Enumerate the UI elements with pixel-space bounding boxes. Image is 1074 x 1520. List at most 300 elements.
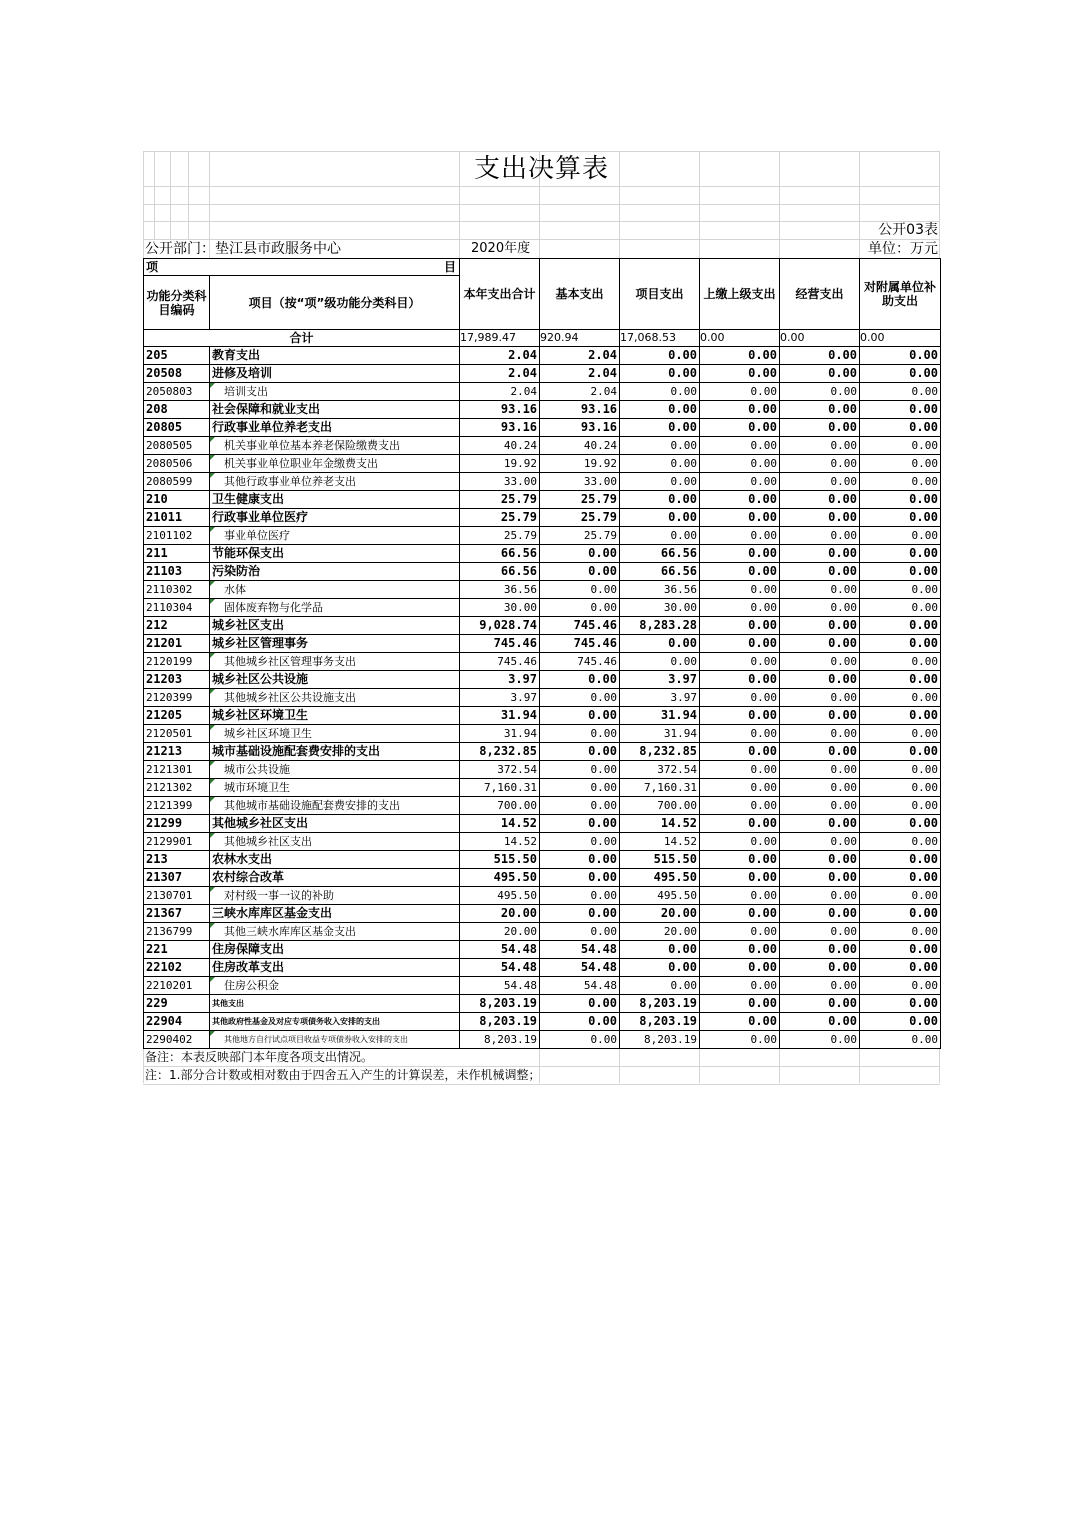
row-code: 2120199 (144, 653, 210, 671)
row-code: 2130701 (144, 887, 210, 905)
row-name (210, 923, 460, 941)
row-value: 30.00 (620, 599, 700, 617)
row-name (210, 833, 460, 851)
row-value: 0.00 (620, 347, 700, 365)
row-value: 0.00 (700, 545, 780, 563)
row-code: 21011 (144, 509, 210, 527)
row-value: 0.00 (700, 833, 780, 851)
row-name-text: 污染防治 (212, 564, 261, 578)
row-name-text: 城市公共设施 (224, 763, 290, 776)
row-code: 2129901 (144, 833, 210, 851)
expenditure-sheet (143, 151, 940, 1085)
table-row (144, 923, 941, 941)
row-value: 495.50 (620, 887, 700, 905)
table-row (144, 455, 941, 473)
row-value: 0.00 (780, 1013, 860, 1031)
row-value: 66.56 (620, 545, 700, 563)
row-code: 2121399 (144, 797, 210, 815)
header-name: 项目（按“项”级功能分类科目） (210, 276, 460, 330)
row-value: 2.04 (540, 383, 620, 401)
row-name-text: 节能环保支出 (212, 546, 285, 560)
row-value: 0.00 (700, 743, 780, 761)
row-value: 20.00 (620, 905, 700, 923)
row-value: 0.00 (540, 833, 620, 851)
row-code: 208 (144, 401, 210, 419)
total-value: 0.00 (780, 330, 860, 347)
row-value: 0.00 (860, 869, 941, 887)
row-code: 20508 (144, 365, 210, 383)
table-row (144, 473, 941, 491)
table-row (144, 905, 941, 923)
row-code: 2080506 (144, 455, 210, 473)
row-value: 0.00 (700, 509, 780, 527)
table-row (144, 851, 941, 869)
row-value: 0.00 (860, 653, 941, 671)
row-value: 0.00 (620, 437, 700, 455)
row-value: 0.00 (780, 545, 860, 563)
row-value: 0.00 (620, 959, 700, 977)
row-value: 30.00 (460, 599, 540, 617)
row-value: 0.00 (700, 581, 780, 599)
year-label: 2020年度 (471, 241, 531, 256)
row-name (210, 437, 460, 455)
row-value: 0.00 (540, 545, 620, 563)
row-value: 0.00 (620, 491, 700, 509)
row-value: 0.00 (540, 761, 620, 779)
row-name-text: 其他城市基础设施配套费安排的支出 (224, 799, 400, 812)
row-value: 40.24 (460, 437, 540, 455)
row-value: 0.00 (700, 527, 780, 545)
row-name (210, 383, 460, 401)
row-value: 54.48 (460, 941, 540, 959)
row-value: 0.00 (700, 383, 780, 401)
row-value: 0.00 (620, 419, 700, 437)
table-row (144, 959, 941, 977)
row-value: 0.00 (780, 851, 860, 869)
row-code: 2110302 (144, 581, 210, 599)
row-name-text: 农村综合改革 (212, 870, 285, 884)
row-value: 0.00 (860, 977, 941, 995)
row-name (210, 1013, 460, 1031)
row-value: 0.00 (860, 545, 941, 563)
row-value: 0.00 (540, 581, 620, 599)
row-name-text: 住房改革支出 (212, 960, 285, 974)
row-value: 33.00 (460, 473, 540, 491)
row-value: 25.79 (460, 527, 540, 545)
row-value: 0.00 (540, 869, 620, 887)
row-value: 0.00 (700, 653, 780, 671)
row-value: 495.50 (460, 887, 540, 905)
row-code: 2290402 (144, 1031, 210, 1049)
header-row-top (144, 259, 941, 276)
row-value: 0.00 (860, 995, 941, 1013)
row-value: 31.94 (460, 725, 540, 743)
row-value: 2.04 (540, 365, 620, 383)
header-total: 本年支出合计 (460, 259, 540, 330)
row-value: 0.00 (780, 779, 860, 797)
row-code: 21307 (144, 869, 210, 887)
department-label: 公开部门：垫江县市政服务中心 (145, 241, 341, 257)
table-row (144, 671, 941, 689)
row-name-text: 行政事业单位医疗 (212, 510, 309, 524)
row-value: 93.16 (460, 419, 540, 437)
row-value: 0.00 (780, 563, 860, 581)
row-name (210, 563, 460, 581)
row-value: 14.52 (460, 833, 540, 851)
row-value: 0.00 (780, 761, 860, 779)
cell-marker-icon (210, 383, 215, 388)
cell-marker-icon (210, 599, 215, 604)
row-code: 21299 (144, 815, 210, 833)
cell-marker-icon (210, 689, 215, 694)
row-name-text: 固体废弃物与化学品 (224, 601, 323, 614)
row-value: 8,203.19 (620, 995, 700, 1013)
row-value: 0.00 (540, 905, 620, 923)
row-value: 54.48 (540, 977, 620, 995)
row-name-text: 水体 (224, 583, 246, 596)
row-value: 14.52 (460, 815, 540, 833)
row-name-text: 住房保障支出 (212, 942, 285, 956)
row-value: 0.00 (620, 635, 700, 653)
total-label: 合计 (144, 330, 460, 347)
table-row (144, 941, 941, 959)
row-value: 495.50 (620, 869, 700, 887)
row-value: 2.04 (540, 347, 620, 365)
row-name (210, 761, 460, 779)
row-code: 211 (144, 545, 210, 563)
table-row (144, 887, 941, 905)
row-value: 0.00 (700, 977, 780, 995)
table-row (144, 1031, 941, 1049)
row-name (210, 905, 460, 923)
row-name (210, 365, 460, 383)
row-name (210, 545, 460, 563)
row-value: 0.00 (780, 1031, 860, 1049)
row-value: 66.56 (460, 563, 540, 581)
row-name (210, 725, 460, 743)
row-value: 0.00 (780, 347, 860, 365)
row-value: 0.00 (860, 725, 941, 743)
row-value: 0.00 (860, 743, 941, 761)
row-code: 2121302 (144, 779, 210, 797)
table-row (144, 1013, 941, 1031)
row-value: 0.00 (860, 599, 941, 617)
row-code: 205 (144, 347, 210, 365)
row-name (210, 1031, 460, 1049)
row-value: 0.00 (860, 509, 941, 527)
row-value: 0.00 (780, 725, 860, 743)
row-value: 0.00 (700, 401, 780, 419)
row-value: 0.00 (700, 887, 780, 905)
table-row (144, 491, 941, 509)
row-value: 0.00 (860, 563, 941, 581)
row-code: 212 (144, 617, 210, 635)
row-name (210, 653, 460, 671)
row-value: 0.00 (860, 1013, 941, 1031)
row-name-text: 对村级一事一议的补助 (224, 889, 334, 902)
row-value: 0.00 (700, 491, 780, 509)
row-value: 0.00 (860, 635, 941, 653)
row-code: 2120399 (144, 689, 210, 707)
row-value: 0.00 (540, 743, 620, 761)
row-value: 33.00 (540, 473, 620, 491)
row-name-text: 城乡社区支出 (212, 618, 285, 632)
row-value: 0.00 (540, 995, 620, 1013)
row-value: 0.00 (540, 563, 620, 581)
table-row (144, 869, 941, 887)
table-row (144, 635, 941, 653)
row-name-text: 其他城乡社区支出 (224, 835, 312, 848)
row-value: 8,203.19 (460, 1031, 540, 1049)
row-value: 0.00 (540, 923, 620, 941)
row-code: 2121301 (144, 761, 210, 779)
row-value: 0.00 (620, 455, 700, 473)
row-value: 515.50 (460, 851, 540, 869)
row-value: 0.00 (700, 455, 780, 473)
row-value: 0.00 (860, 419, 941, 437)
table-row (144, 509, 941, 527)
row-value: 9,028.74 (460, 617, 540, 635)
row-name (210, 455, 460, 473)
table-row (144, 419, 941, 437)
row-name (210, 509, 460, 527)
total-value: 17,989.47 (460, 330, 540, 347)
table-row (144, 563, 941, 581)
row-value: 0.00 (780, 635, 860, 653)
row-value: 0.00 (700, 869, 780, 887)
cell-marker-icon (210, 725, 215, 730)
row-name-text: 进修及培训 (212, 366, 273, 380)
row-code: 22102 (144, 959, 210, 977)
row-value: 0.00 (780, 581, 860, 599)
cell-marker-icon (210, 437, 215, 442)
row-name-text: 其他支出 (212, 999, 244, 1008)
table-row (144, 797, 941, 815)
row-value: 0.00 (700, 635, 780, 653)
row-code: 2110304 (144, 599, 210, 617)
row-value: 25.79 (540, 527, 620, 545)
row-value: 0.00 (620, 977, 700, 995)
row-value: 0.00 (700, 959, 780, 977)
header-xiang: 项 (146, 260, 159, 274)
table-row (144, 761, 941, 779)
row-value: 0.00 (700, 941, 780, 959)
form-number: 公开03表 (878, 222, 938, 238)
row-value: 19.92 (540, 455, 620, 473)
row-value: 0.00 (860, 527, 941, 545)
row-name-text: 其他政府性基金及对应专项债务收入安排的支出 (212, 1017, 380, 1026)
note-rounding: 注：1.部分合计数或相对数由于四舍五入产生的计算误差，未作机械调整； (143, 1067, 940, 1085)
row-code: 221 (144, 941, 210, 959)
row-name (210, 617, 460, 635)
table-row (144, 527, 941, 545)
row-value: 0.00 (860, 905, 941, 923)
row-value: 20.00 (460, 905, 540, 923)
row-value: 0.00 (620, 941, 700, 959)
row-value: 54.48 (460, 977, 540, 995)
row-value: 0.00 (620, 401, 700, 419)
row-value: 0.00 (860, 473, 941, 491)
row-value: 0.00 (860, 851, 941, 869)
cell-marker-icon (210, 527, 215, 532)
row-value: 0.00 (780, 977, 860, 995)
cell-marker-icon (210, 779, 215, 784)
row-value: 36.56 (620, 581, 700, 599)
row-value: 0.00 (780, 959, 860, 977)
row-name-text: 城乡社区管理事务 (212, 636, 309, 650)
row-name (210, 599, 460, 617)
row-code: 2101102 (144, 527, 210, 545)
row-value: 36.56 (460, 581, 540, 599)
row-value: 0.00 (780, 887, 860, 905)
cell-marker-icon (210, 653, 215, 658)
row-value: 19.92 (460, 455, 540, 473)
row-name (210, 869, 460, 887)
row-code: 21201 (144, 635, 210, 653)
row-value: 7,160.31 (460, 779, 540, 797)
row-code: 22904 (144, 1013, 210, 1031)
row-name (210, 941, 460, 959)
row-value: 0.00 (860, 401, 941, 419)
row-value: 3.97 (460, 689, 540, 707)
row-name (210, 473, 460, 491)
row-value: 700.00 (460, 797, 540, 815)
row-name (210, 995, 460, 1013)
row-value: 0.00 (700, 815, 780, 833)
row-name (210, 977, 460, 995)
note-remark: 备注：本表反映部门本年度各项支出情况。 (143, 1049, 940, 1067)
row-value: 8,203.19 (620, 1031, 700, 1049)
table-row (144, 347, 941, 365)
row-value: 745.46 (540, 617, 620, 635)
row-value: 25.79 (540, 491, 620, 509)
row-value: 0.00 (780, 653, 860, 671)
row-value: 0.00 (700, 995, 780, 1013)
header-mu: 目 (444, 260, 457, 274)
row-value: 0.00 (780, 527, 860, 545)
row-value: 0.00 (700, 617, 780, 635)
row-name-text: 城市环境卫生 (224, 781, 290, 794)
row-value: 8,203.19 (620, 1013, 700, 1031)
table-row (144, 401, 941, 419)
row-value: 31.94 (620, 707, 700, 725)
row-value: 372.54 (460, 761, 540, 779)
row-value: 0.00 (700, 905, 780, 923)
cell-marker-icon (210, 833, 215, 838)
row-code: 229 (144, 995, 210, 1013)
row-code: 21203 (144, 671, 210, 689)
row-name (210, 797, 460, 815)
row-value: 745.46 (460, 653, 540, 671)
row-code: 2210201 (144, 977, 210, 995)
row-code: 20805 (144, 419, 210, 437)
row-value: 0.00 (540, 779, 620, 797)
row-value: 0.00 (700, 599, 780, 617)
row-code: 2120501 (144, 725, 210, 743)
row-value: 0.00 (540, 599, 620, 617)
header-code: 功能分类科目编码 (144, 276, 210, 330)
row-value: 0.00 (780, 617, 860, 635)
row-value: 0.00 (620, 527, 700, 545)
row-value: 66.56 (460, 545, 540, 563)
row-value: 0.00 (860, 797, 941, 815)
row-name (210, 689, 460, 707)
total-value: 920.94 (540, 330, 620, 347)
notes-area (143, 1049, 940, 1085)
row-value: 745.46 (460, 635, 540, 653)
row-value: 0.00 (540, 1013, 620, 1031)
row-name-text: 城市基础设施配套费安排的支出 (212, 744, 381, 758)
row-name-text: 三峡水库库区基金支出 (212, 906, 333, 920)
row-name (210, 491, 460, 509)
row-value: 515.50 (620, 851, 700, 869)
header-project: 项目支出 (620, 259, 700, 330)
header-xiang-mu (144, 259, 460, 276)
row-value: 0.00 (780, 509, 860, 527)
header-upper: 上缴上级支出 (700, 259, 780, 330)
table-row (144, 995, 941, 1013)
row-value: 0.00 (620, 473, 700, 491)
row-value: 372.54 (620, 761, 700, 779)
row-value: 0.00 (860, 941, 941, 959)
row-value: 0.00 (540, 689, 620, 707)
row-name (210, 959, 460, 977)
row-value: 14.52 (620, 833, 700, 851)
row-name-text: 城乡社区环境卫生 (224, 727, 312, 740)
row-name (210, 851, 460, 869)
row-value: 0.00 (540, 797, 620, 815)
row-value: 0.00 (620, 383, 700, 401)
row-value: 66.56 (620, 563, 700, 581)
row-value: 0.00 (540, 671, 620, 689)
row-value: 25.79 (460, 491, 540, 509)
row-value: 0.00 (540, 815, 620, 833)
cell-marker-icon (210, 1031, 215, 1036)
row-value: 0.00 (700, 779, 780, 797)
row-code: 21213 (144, 743, 210, 761)
table-row (144, 689, 941, 707)
row-value: 0.00 (700, 671, 780, 689)
row-code: 2080505 (144, 437, 210, 455)
row-value: 745.46 (540, 635, 620, 653)
table-row (144, 383, 941, 401)
row-code: 2136799 (144, 923, 210, 941)
total-row (144, 330, 941, 347)
row-value: 0.00 (780, 815, 860, 833)
row-value: 0.00 (860, 347, 941, 365)
row-value: 0.00 (780, 923, 860, 941)
table-row (144, 743, 941, 761)
row-code: 21205 (144, 707, 210, 725)
total-value: 0.00 (860, 330, 941, 347)
row-name-text: 其他三峡水库库区基金支出 (224, 925, 356, 938)
row-value: 0.00 (780, 419, 860, 437)
row-name-text: 其他行政事业单位养老支出 (224, 475, 356, 488)
row-value: 0.00 (780, 401, 860, 419)
row-value: 54.48 (540, 941, 620, 959)
row-value: 0.00 (700, 473, 780, 491)
row-value: 0.00 (700, 707, 780, 725)
row-value: 0.00 (700, 1031, 780, 1049)
row-code: 21367 (144, 905, 210, 923)
table-row (144, 707, 941, 725)
row-value: 3.97 (620, 689, 700, 707)
cell-marker-icon (210, 887, 215, 892)
row-value: 0.00 (860, 815, 941, 833)
row-value: 54.48 (540, 959, 620, 977)
row-code: 2080599 (144, 473, 210, 491)
row-name (210, 401, 460, 419)
